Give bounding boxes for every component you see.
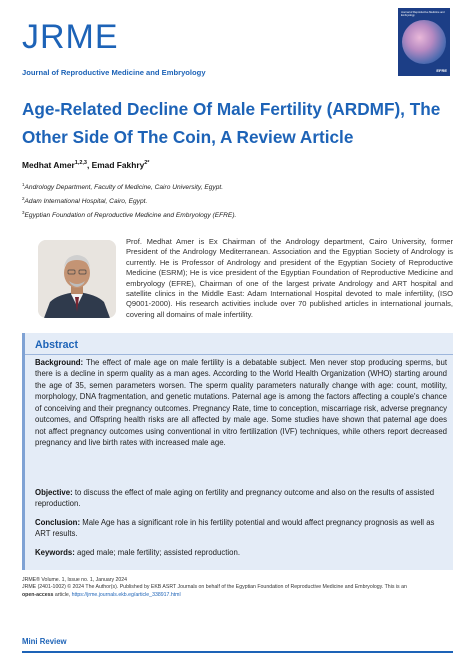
footer-divider [22,651,453,653]
publication-info [22,577,452,599]
author-bio: Prof. Medhat Amer is Ex Chairman of the Andrology department, Cairo University, former President of the Andrology Mediterranean. Association and the Egyptian Society of Andrology is currently. He is Professor of Andrology and president of the Egyptian Society of Reproductive Medicine (ESRM); He is vice president of the Egyptian Foundation of Reproductive Medicine and embryology (EFRE), Chairman of one of the largest private Andrology and ART hospital and satellite clinics in the Middle East: Adam International Hospital devoted to male infertility, (ISO Q9001-2000). His research activities include over 70 published articles in international journals, covering all domains of male infertility. [126,237,453,319]
affiliation: $^2$Adam International Hospital, Cairo, Egypt. [22,196,148,206]
author-list [22,160,149,170]
abstract-objective: Objective: to discuss the effect of male aging on fertility and pregnancy outcome and also on the results of assisted reproduction. [35,488,435,508]
cover-title: Journal of Reproductive Medicine and Embryology [401,11,445,18]
abstract-box [22,333,453,570]
article-title: Age-Related Decline Of Male Fertility (ARDMF), The Other Side Of The Coin, A Review Article [22,99,441,147]
affiliation: $^1$Andrology Department, Faculty of Medicine, Cairo University, Egypt. [22,182,224,192]
open-access-line: open-access article, https://jrme.journals.ekb.eg/article_338917.html [22,591,181,598]
journal-name: Journal of Reproductive Medicine and Embryology [22,68,206,77]
author-photo [38,240,116,318]
abstract-heading: Abstract [35,339,78,351]
abstract-divider [25,354,453,355]
author: Medhat Amer$^{1,2,3}$, [22,160,92,170]
volume-line: JRME® Volume. 1, Issue no. 1, January 2024 [22,577,128,583]
abstract-keywords: Keywords: aged male; male fertility; assisted reproduction. [35,548,240,557]
author: Emad Fakhry$^{2*}$ [91,160,150,170]
affiliation: $^3$Egyptian Foundation of Reproductive Medicine and Embryology (EFRE). [22,210,237,220]
abstract-conclusion: Conclusion: Male Age has a significant role in his fertility potential and would affect pregnancy prognosis as well as ART results. [35,518,435,538]
journal-cover-thumbnail [398,8,450,76]
cover-badge: EFRE [436,68,447,73]
article-type: Mini Review [22,637,67,646]
journal-logo: JRME [22,18,119,56]
copyright-line: JRME (2401-1002) © 2024 The Author(s). Published by EKB ASRT Journals on behalf of the Egyptian Foundation of Reproductive Medicine and Embryology. This is an [22,584,407,591]
abstract-background: Background: The effect of male age on male fertility is a debatable subject. Men never stop producing sperms, but there is a decline in sperm quality as a man ages. According to the World Health Organization (WHO) starting around the age of 35, semen parameters worsen. The sperm quality parameters naturally change with age: count, motility, morphology, DNA fragmentation, and genetic mutations. Paternal age is among the factors affecting a couple's chance of conceiving and their pregnancy outcomes. Pregnancy Rate, time to conception, miscarriage risk, adverse pregnancy outcomes, and Offspring health risks are all affected by male age. Some studies have shown that paternal age does not affect pregnancy outcomes using conventional in vitro fertilization (IVF) techniques, while others report decreased pregnancy and live birth rates with increased male age. [35,358,447,447]
cover-art [402,20,446,64]
article-url-link[interactable]: https://jrme.journals.ekb.eg/article_338917.html [71,591,181,598]
